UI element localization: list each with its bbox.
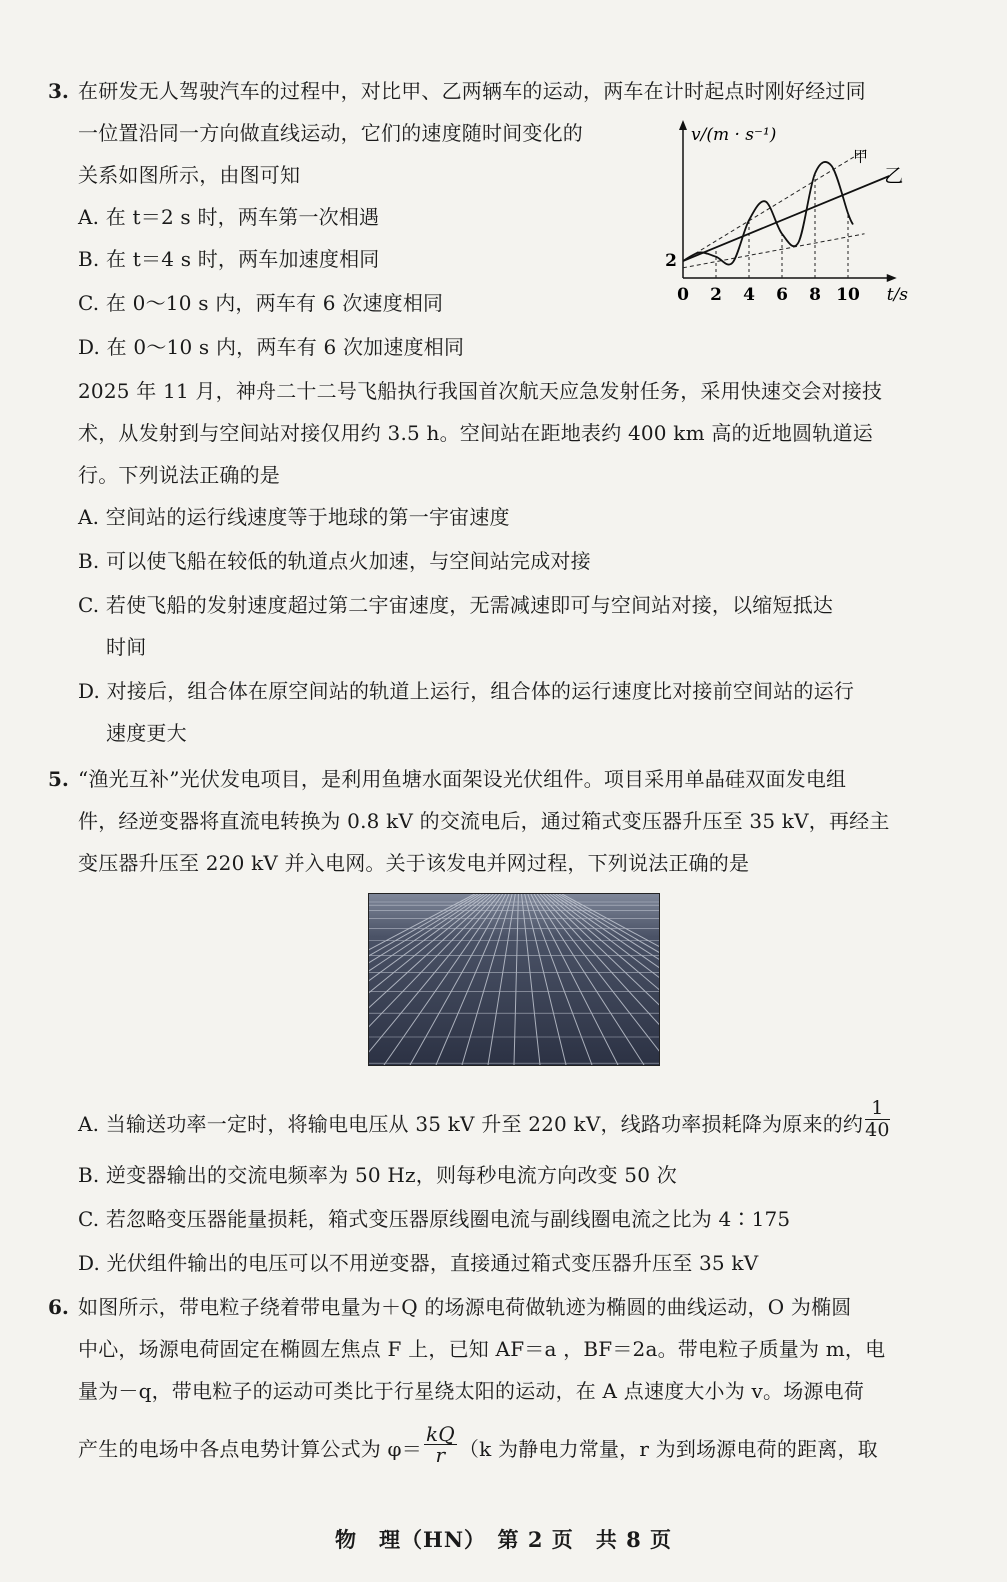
q3-stem-2: 一位置沿同一方向做直线运动，它们的速度随时间变化的 [78,121,583,145]
t-axis-arrow [887,274,897,282]
q5-option-d: D. 光伏组件输出的电压可以不用逆变器，直接通过箱式变压器升压至 35 kV [78,1251,759,1275]
q3-option-d: D. 在 0～10 s 内，两车有 6 次加速度相同 [78,335,465,359]
q3-option-b: B. 在 t＝4 s 时，两车加速度相同 [78,247,380,271]
x-tick-label: 2 [710,285,722,305]
q5-option-b: B. 逆变器输出的交流电频率为 50 Hz，则每秒电流方向改变 50 次 [78,1163,677,1187]
v-axis-arrow [679,120,687,130]
x-tick-label: 8 [809,285,821,305]
q4-option-d: D. 对接后，组合体在原空间站的轨道上运行，组合体的运行速度比对接前空间站的运行 [78,679,855,703]
q4-option-c: C. 若使飞船的发射速度超过第二宇宙速度，无需减速即可与空间站对接，以缩短抵达 [78,593,834,617]
series-yi-line [683,176,889,261]
q3-stem-3: 关系如图所示，由图可知 [78,163,301,187]
q4-stem-3: 行。下列说法正确的是 [78,463,280,487]
q3-number: 3. [48,79,69,103]
q6-stem-2: 中心，场源电荷固定在椭圆左焦点 F 上，已知 AF＝a ，BF＝2a。带电粒子质量为 m，电 [78,1337,886,1361]
fraction-denominator: r [435,1443,446,1467]
potential-fraction [424,1424,457,1465]
v-axis-label: v/(m · s⁻¹) [691,125,777,145]
solar-panel-photo [368,893,660,1066]
q5-stem-3: 变压器升压至 220 kV 并入电网。关于该发电并网过程，下列说法正确的是 [78,851,750,875]
series-jia-label: 甲 [852,147,868,166]
lower-envelope-line [683,234,865,268]
fraction-numerator: kQ [425,1422,455,1446]
q5-number: 5. [48,767,69,791]
q5-option-a-text: A. 当输送功率一定时，将输电电压从 35 kV 升至 220 kV，线路功率损耗降为原来的约 [78,1112,864,1136]
q5-stem-1: “渔光互补”光伏发电项目，是利用鱼塘水面架设光伏组件。项目采用单晶硅双面发电组 [78,767,847,791]
x-tick-label: 6 [776,285,788,305]
x-tick-label: 0 [677,285,689,305]
q6-stem-4 [78,1422,878,1471]
q3-stem-1: 在研发无人驾驶汽车的过程中，对比甲、乙两辆车的运动，两车在计时起点时刚好经过同 [78,79,866,103]
velocity-time-graph [655,118,955,308]
q4-option-b: B. 可以使飞船在较低的轨道点火加速，与空间站完成对接 [78,549,591,573]
q4-stem-2: 术，从发射到与空间站对接仅用约 3.5 h。空间站在距地表约 400 km 高的近地圆轨道运 [78,421,873,445]
q5-option-a-fraction [865,1098,890,1141]
q6-number: 6. [48,1295,69,1319]
y-tick-label: 2 [665,251,677,271]
q5-stem-2: 件，经逆变器将直流电转换为 0.8 kV 的交流电后，通过箱式变压器升压至 35 kV，再经主 [78,809,890,833]
q6-stem-1: 如图所示，带电粒子绕着带电量为＋Q 的场源电荷做轨迹为椭圆的曲线运动，O 为椭圆 [78,1295,852,1319]
fraction-numerator: 1 [865,1098,890,1120]
x-tick-label: 4 [743,285,755,305]
q4-stem-1: 2025 年 11 月，神舟二十二号飞船执行我国首次航天应急发射任务，采用快速交会对接技 [78,379,883,403]
t-axis-label: t/s [886,285,909,305]
series-yi-label: 乙 [884,164,904,187]
q3-option-a: A. 在 t＝2 s 时，两车第一次相遇 [78,205,380,229]
x-tick-label: 10 [836,285,860,305]
series-jia-curve [683,162,853,265]
q5-option-a [78,1097,892,1147]
q6-formula-post: （k 为静电力常量，r 为到场源电荷的距离，取 [458,1437,878,1461]
upper-envelope-line [683,151,865,262]
fraction-denominator: 40 [865,1119,890,1141]
q4-option-a: A. 空间站的运行线速度等于地球的第一宇宙速度 [78,505,510,529]
q3-option-c: C. 在 0～10 s 内，两车有 6 次速度相同 [78,291,444,315]
page-footer: 物 理（HN） 第 2 页 共 8 页 [334,1527,672,1552]
q4-option-c-cont: 时间 [106,635,147,659]
q6-stem-3: 量为－q，带电粒子的运动可类比于行星绕太阳的运动，在 A 点速度大小为 v。场源电荷 [78,1379,865,1403]
q4-option-d-cont: 速度更大 [106,721,187,745]
q6-formula-pre: 产生的电场中各点电势计算公式为 φ＝ [78,1437,422,1461]
q5-option-c: C. 若忽略变压器能量损耗，箱式变压器原线圈电流与副线圈电流之比为 4∶175 [78,1207,791,1231]
